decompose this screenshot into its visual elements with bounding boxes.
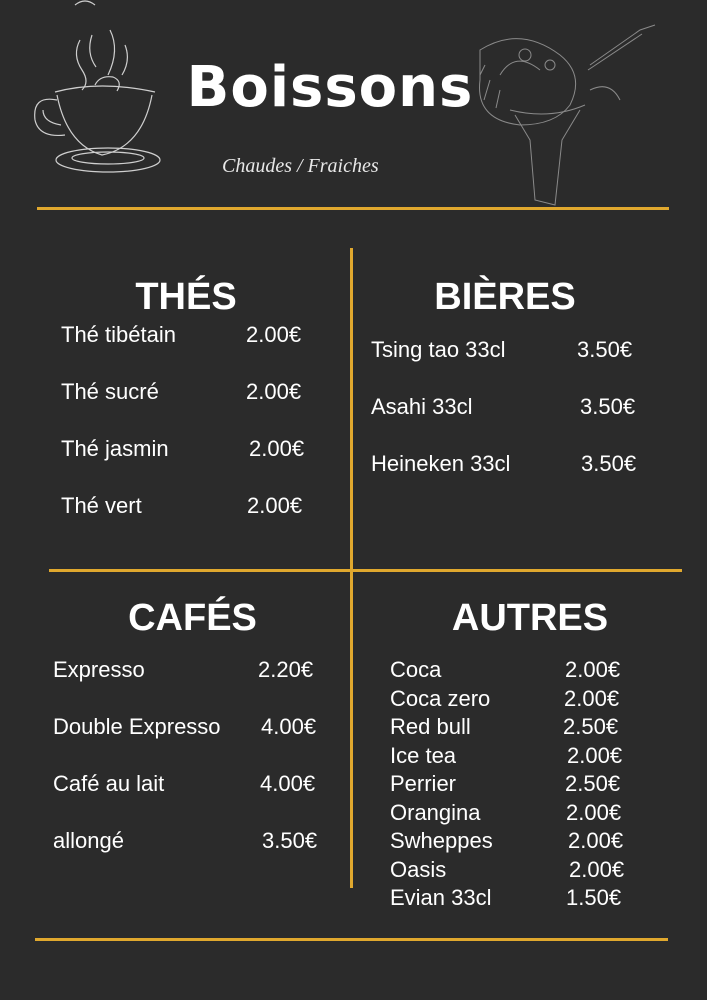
item-price: 2.00€: [568, 828, 624, 853]
item-name: Heineken 33cl: [371, 451, 511, 476]
item-name: Asahi 33cl: [371, 394, 473, 419]
item-name: allongé: [53, 828, 124, 853]
item-price: 2.00€: [246, 379, 302, 404]
item-price: 2.00€: [246, 322, 302, 347]
item-price: 4.00€: [260, 771, 316, 796]
divider-vertical: [350, 248, 353, 888]
divider-middle: [49, 569, 682, 572]
item-name: Orangina: [390, 799, 481, 825]
item-price: 3.50€: [577, 337, 633, 362]
item-price: 2.00€: [565, 657, 621, 682]
item-price: 2.00€: [564, 685, 620, 711]
section-title-bieres: BIÈRES: [434, 276, 576, 318]
item-price: 2.50€: [563, 714, 619, 739]
page-title: Boissons: [186, 55, 474, 120]
item-price: 3.50€: [580, 394, 636, 419]
item-name: Café au lait: [53, 771, 165, 796]
item-name: Perrier: [390, 771, 457, 796]
item-name: Coca: [390, 657, 442, 682]
item-price: 2.50€: [565, 771, 621, 796]
item-name: Thé vert: [61, 493, 142, 518]
section-title-thes: THÉS: [135, 276, 237, 318]
item-name: Swheppes: [390, 828, 493, 853]
item-price: 2.00€: [249, 436, 305, 461]
item-name: Coca zero: [390, 685, 491, 711]
item-price: 1.50€: [566, 885, 622, 910]
section-title-cafes: CAFÉS: [128, 597, 257, 639]
item-name: Evian 33cl: [390, 885, 492, 910]
section-title-autres: AUTRES: [451, 597, 609, 639]
item-price: 2.00€: [247, 493, 303, 518]
item-price: 2.00€: [569, 856, 625, 882]
item-name: Tsing tao 33cl: [371, 337, 506, 362]
item-name: Expresso: [53, 657, 145, 682]
item-name: Thé jasmin: [61, 436, 169, 461]
item-price: 4.00€: [261, 714, 317, 739]
item-price: 3.50€: [262, 828, 318, 853]
item-name: Oasis: [390, 856, 447, 882]
item-price: 2.20€: [258, 657, 314, 682]
divider-top: [37, 207, 669, 210]
item-price: 2.00€: [567, 742, 623, 768]
item-price: 2.00€: [566, 799, 622, 825]
item-name: Double Expresso: [53, 714, 221, 739]
item-name: Ice tea: [390, 742, 457, 768]
item-price: 3.50€: [581, 451, 637, 476]
page-subtitle: Chaudes / Fraiches: [222, 155, 379, 177]
item-name: Thé tibétain: [61, 322, 176, 347]
item-name: Red bull: [390, 714, 471, 739]
divider-bottom: [35, 938, 668, 941]
item-name: Thé sucré: [61, 379, 159, 404]
